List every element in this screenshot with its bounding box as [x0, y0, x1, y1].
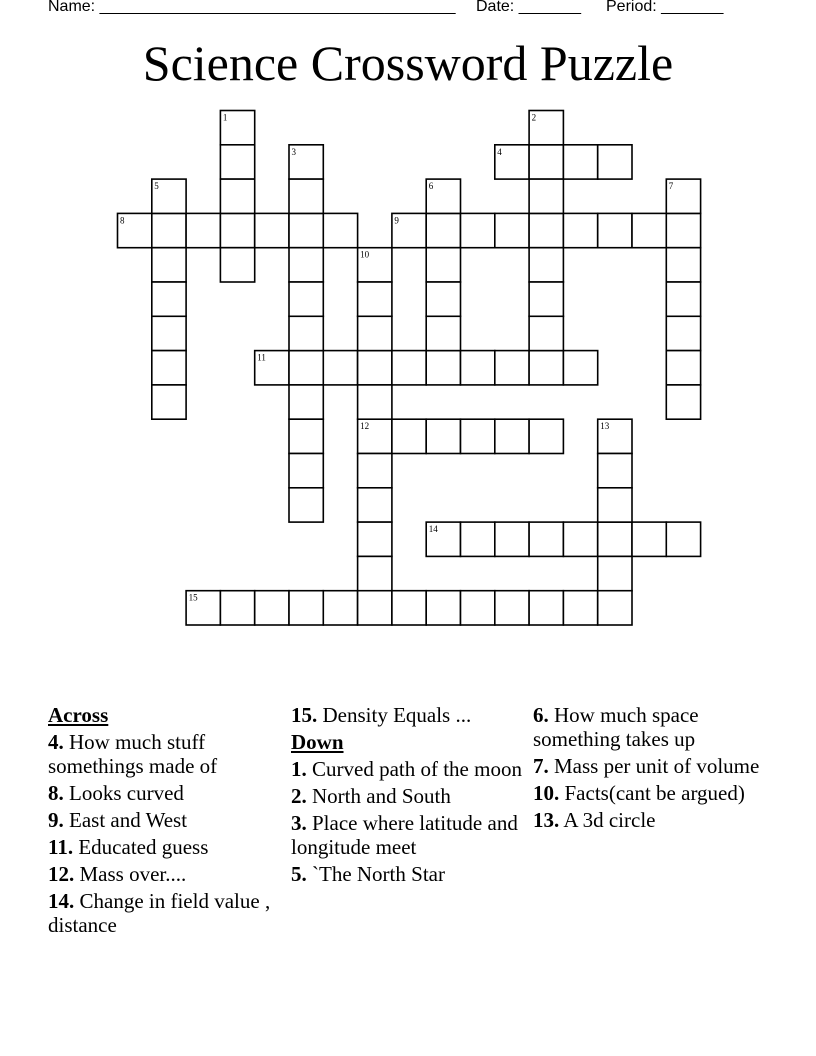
grid-cell[interactable]	[529, 316, 563, 350]
grid-cell[interactable]	[323, 591, 357, 625]
clue-across-4: 4. How much stuff somethings made of	[48, 730, 218, 778]
clue-number-7: 7	[668, 181, 674, 192]
grid-cell[interactable]	[666, 522, 700, 556]
clue-number-5: 5	[154, 181, 159, 192]
clue-number-11: 11	[257, 352, 266, 363]
grid-cell[interactable]	[220, 248, 254, 282]
clue-across-9: 9. East and West	[48, 808, 188, 832]
clue-across-12: 12. Mass over....	[48, 862, 187, 886]
grid-cell[interactable]	[323, 351, 357, 385]
grid-cell[interactable]	[426, 591, 460, 625]
grid-cell[interactable]	[529, 282, 563, 316]
clue-down-5: 5. `The North Star	[291, 862, 445, 886]
grid-cell[interactable]	[529, 213, 563, 247]
grid-cell[interactable]	[358, 556, 392, 590]
grid-cell[interactable]	[186, 213, 220, 247]
page-title: Science Crossword Puzzle	[142, 35, 674, 91]
grid-cell[interactable]	[392, 351, 426, 385]
grid-cell[interactable]	[323, 213, 357, 247]
grid-cell[interactable]	[632, 213, 666, 247]
grid-cell[interactable]	[598, 522, 632, 556]
grid-cell[interactable]	[666, 385, 700, 419]
grid-cell[interactable]	[426, 419, 460, 453]
grid-cell[interactable]	[358, 522, 392, 556]
clue-number-9: 9	[394, 215, 399, 226]
grid-cell[interactable]	[563, 145, 597, 179]
clue-down-10: 10. Facts(cant be argued)	[533, 781, 745, 805]
clue-number-4: 4	[497, 146, 502, 157]
clue-number-1: 1	[222, 112, 228, 123]
clue-number-6: 6	[428, 181, 434, 192]
grid-cell[interactable]	[426, 282, 460, 316]
grid-cell[interactable]	[152, 282, 186, 316]
grid-cell[interactable]	[563, 591, 597, 625]
grid-cell[interactable]	[152, 248, 186, 282]
grid-cell[interactable]	[220, 145, 254, 179]
grid-cell[interactable]	[461, 522, 495, 556]
grid-cell[interactable]	[289, 213, 323, 247]
grid-cell[interactable]	[426, 248, 460, 282]
clue-down-3: 3. Place where latitude and longitude meet	[291, 811, 518, 859]
clue-number-8: 8	[120, 215, 125, 226]
clue-down-1: 1. Curved path of the moon	[291, 757, 522, 781]
grid-cell[interactable]	[289, 419, 323, 453]
grid-cell[interactable]	[358, 385, 392, 419]
grid-cell[interactable]	[563, 213, 597, 247]
grid-cell[interactable]	[289, 179, 323, 213]
grid-cell[interactable]	[152, 316, 186, 350]
grid-cell[interactable]	[358, 282, 392, 316]
grid-cell[interactable]	[461, 591, 495, 625]
clue-across-11: 11. Educated guess	[48, 835, 209, 859]
grid-cell[interactable]	[289, 488, 323, 522]
grid-cell[interactable]	[220, 591, 254, 625]
grid-cell[interactable]	[666, 248, 700, 282]
grid-cell[interactable]	[563, 522, 597, 556]
period-field[interactable]: Period: _______	[606, 0, 724, 15]
grid-cell[interactable]	[152, 351, 186, 385]
grid-cell[interactable]	[598, 591, 632, 625]
grid-cell[interactable]	[358, 351, 392, 385]
grid-cell[interactable]	[220, 179, 254, 213]
clue-number-2: 2	[531, 112, 537, 123]
grid-cell[interactable]	[358, 454, 392, 488]
grid-cell[interactable]	[598, 488, 632, 522]
date-field[interactable]: Date: _______	[476, 0, 581, 15]
grid-cell[interactable]	[529, 419, 563, 453]
grid-cell[interactable]	[289, 316, 323, 350]
grid-cell[interactable]	[289, 351, 323, 385]
grid-cell[interactable]	[358, 591, 392, 625]
clue-down-13: 13. A 3d circle	[533, 808, 656, 832]
clues-column-3	[533, 703, 768, 835]
grid-cell[interactable]	[289, 454, 323, 488]
grid-cell[interactable]	[358, 488, 392, 522]
grid-cell[interactable]	[289, 385, 323, 419]
grid-cell[interactable]	[495, 213, 529, 247]
grid-cell[interactable]	[358, 316, 392, 350]
grid-cell[interactable]	[392, 419, 426, 453]
grid-cell[interactable]	[529, 145, 563, 179]
grid-cell[interactable]	[666, 316, 700, 350]
grid-cell[interactable]	[289, 591, 323, 625]
grid-cell[interactable]	[598, 145, 632, 179]
grid-cell[interactable]	[529, 248, 563, 282]
clue-down-2: 2. North and South	[291, 784, 451, 808]
grid-cell[interactable]	[529, 522, 563, 556]
grid-cell[interactable]	[598, 213, 632, 247]
grid-cell[interactable]	[152, 213, 186, 247]
grid-cell[interactable]	[461, 213, 495, 247]
clue-across-8: 8. Looks curved	[48, 781, 184, 805]
grid-cell[interactable]	[289, 248, 323, 282]
grid-cell[interactable]	[666, 282, 700, 316]
clue-number-12: 12	[360, 421, 370, 432]
grid-cell[interactable]	[392, 591, 426, 625]
grid-cell[interactable]	[598, 454, 632, 488]
grid-cell[interactable]	[255, 591, 289, 625]
grid-cell[interactable]	[461, 419, 495, 453]
grid-cell[interactable]	[563, 351, 597, 385]
grid-cell[interactable]	[426, 351, 460, 385]
clue-across-15: 15. Density Equals ...	[291, 703, 472, 727]
grid-cell[interactable]	[529, 179, 563, 213]
grid-cell[interactable]	[666, 351, 700, 385]
name-field[interactable]: Name: ________________________________________	[48, 0, 456, 15]
clues-column-2	[291, 703, 531, 889]
clue-number-13: 13	[600, 421, 610, 432]
grid-cell[interactable]	[426, 213, 460, 247]
clues-column-1	[48, 703, 278, 940]
grid-cell[interactable]	[426, 316, 460, 350]
clue-down-6: 6. How much space something takes up	[533, 703, 699, 751]
grid-cell[interactable]	[632, 522, 666, 556]
grid-cell[interactable]	[666, 213, 700, 247]
grid-cell[interactable]	[220, 213, 254, 247]
grid-cell[interactable]	[495, 351, 529, 385]
grid-cell[interactable]	[289, 282, 323, 316]
grid-cell[interactable]	[529, 591, 563, 625]
clue-number-15: 15	[188, 592, 198, 603]
grid-cell[interactable]	[529, 351, 563, 385]
clue-number-3: 3	[291, 146, 296, 157]
clue-across-14: 14. Change in field value , distance	[48, 889, 271, 937]
across-heading: Across	[48, 703, 109, 727]
clue-down-7: 7. Mass per unit of volume	[533, 754, 760, 778]
grid-cell[interactable]	[495, 591, 529, 625]
grid-cell[interactable]	[255, 213, 289, 247]
grid-cell[interactable]	[152, 385, 186, 419]
down-heading: Down	[291, 730, 344, 754]
grid-cell[interactable]	[461, 351, 495, 385]
clue-number-14: 14	[428, 524, 438, 535]
grid-cell[interactable]	[495, 522, 529, 556]
grid-cell[interactable]	[598, 556, 632, 590]
grid-cell[interactable]	[495, 419, 529, 453]
clue-number-10: 10	[360, 249, 370, 260]
